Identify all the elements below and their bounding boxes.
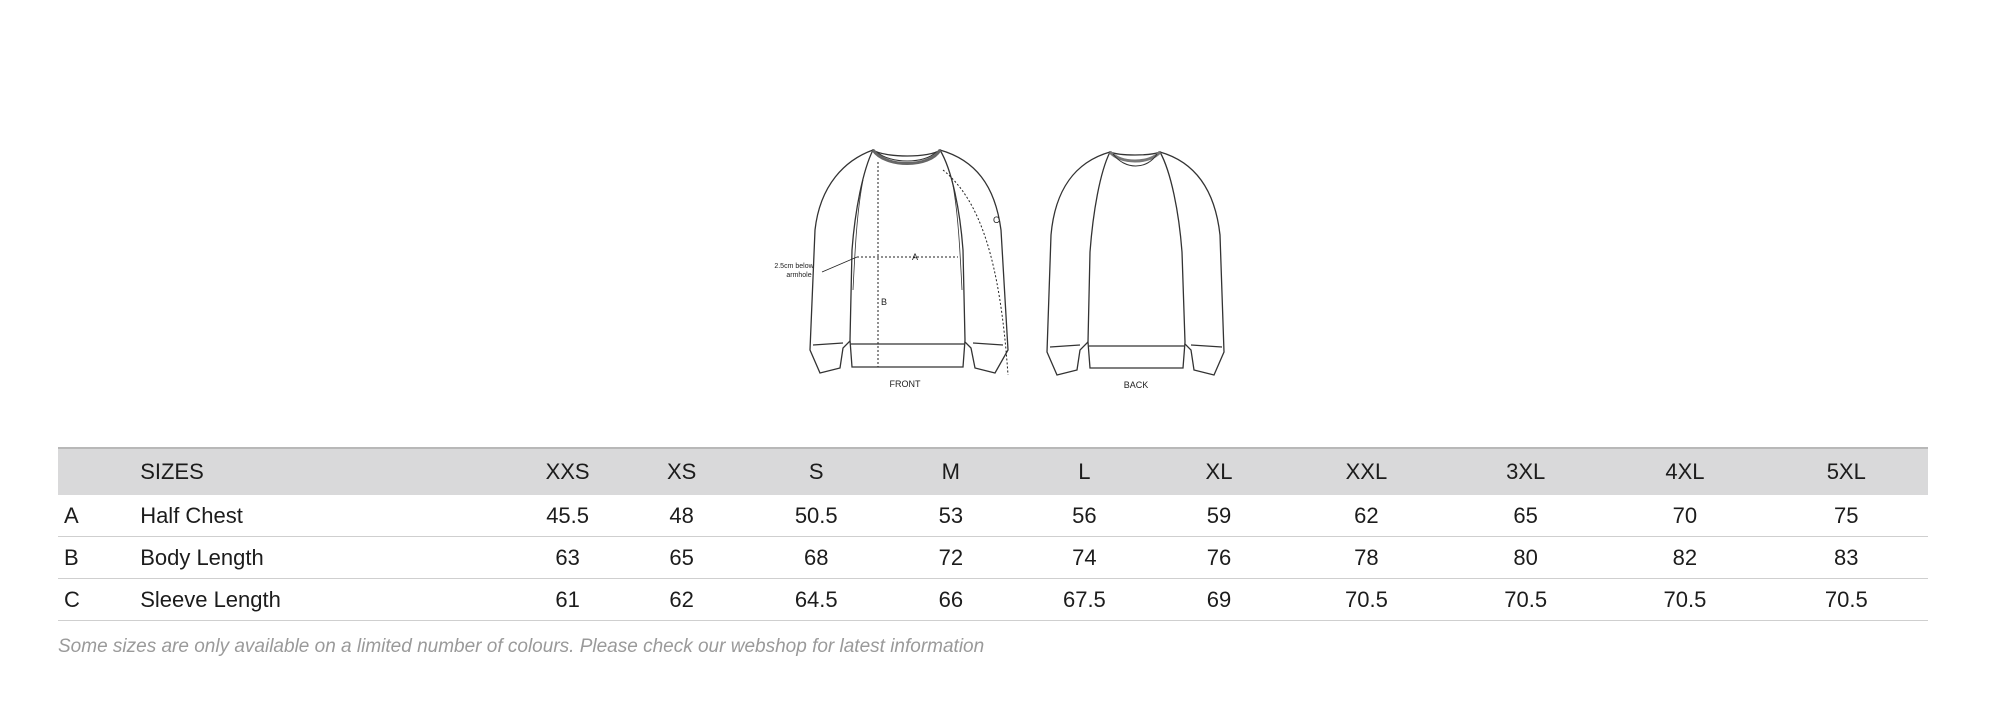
size-header-s: S	[748, 448, 884, 495]
value-cell: 62	[615, 579, 749, 621]
size-header-m: M	[884, 448, 1018, 495]
sweatshirt-measurement-diagram	[745, 140, 1250, 400]
size-header-xl: XL	[1151, 448, 1287, 495]
value-cell: 78	[1287, 537, 1446, 579]
table-row	[58, 537, 1928, 579]
value-cell: 53	[884, 495, 1018, 537]
value-cell: 62	[1287, 495, 1446, 537]
back-label: BACK	[1123, 380, 1149, 390]
value-cell: 82	[1605, 537, 1764, 579]
sizes-header: SIZES	[140, 448, 520, 495]
row-letter: C	[58, 579, 140, 621]
size-header-4xl: 4XL	[1605, 448, 1764, 495]
front-garment-drawing	[810, 150, 1008, 373]
front-label: FRONT	[889, 379, 921, 389]
header-blank-cell	[58, 448, 140, 495]
value-cell: 76	[1151, 537, 1287, 579]
marker-a: A	[911, 252, 919, 262]
size-header-l: L	[1018, 448, 1152, 495]
value-cell: 68	[748, 537, 884, 579]
size-header-xxl: XXL	[1287, 448, 1446, 495]
value-cell: 65	[1446, 495, 1605, 537]
row-letter: B	[58, 537, 140, 579]
row-label: Sleeve Length	[140, 579, 520, 621]
size-chart-table	[58, 447, 1928, 621]
size-header-5xl: 5XL	[1765, 448, 1928, 495]
annotation-line-2: armhole	[786, 272, 812, 279]
value-cell: 61	[520, 579, 615, 621]
table-row	[58, 495, 1928, 537]
availability-footnote: Some sizes are only available on a limited number of colours. Please check our webshop for latest information	[58, 636, 985, 657]
value-cell: 66	[884, 579, 1018, 621]
marker-c: C	[993, 215, 1000, 225]
annotation-line-1: 2.5cm below	[774, 263, 814, 270]
value-cell: 75	[1765, 495, 1928, 537]
back-garment-drawing	[1047, 152, 1224, 375]
marker-b: B	[881, 297, 888, 307]
size-header-xs: XS	[615, 448, 749, 495]
value-cell: 59	[1151, 495, 1287, 537]
value-cell: 67.5	[1018, 579, 1152, 621]
value-cell: 80	[1446, 537, 1605, 579]
value-cell: 69	[1151, 579, 1287, 621]
row-letter: A	[58, 495, 140, 537]
value-cell: 70	[1605, 495, 1764, 537]
table-row	[58, 579, 1928, 621]
value-cell: 48	[615, 495, 749, 537]
size-header-row	[58, 448, 1928, 495]
value-cell: 83	[1765, 537, 1928, 579]
value-cell: 63	[520, 537, 615, 579]
value-cell: 64.5	[748, 579, 884, 621]
value-cell: 70.5	[1765, 579, 1928, 621]
value-cell: 50.5	[748, 495, 884, 537]
value-cell: 70.5	[1605, 579, 1764, 621]
size-header-xxs: XXS	[520, 448, 615, 495]
value-cell: 45.5	[520, 495, 615, 537]
value-cell: 70.5	[1446, 579, 1605, 621]
row-label: Half Chest	[140, 495, 520, 537]
value-cell: 72	[884, 537, 1018, 579]
value-cell: 65	[615, 537, 749, 579]
size-header-3xl: 3XL	[1446, 448, 1605, 495]
value-cell: 56	[1018, 495, 1152, 537]
row-label: Body Length	[140, 537, 520, 579]
value-cell: 70.5	[1287, 579, 1446, 621]
value-cell: 74	[1018, 537, 1152, 579]
